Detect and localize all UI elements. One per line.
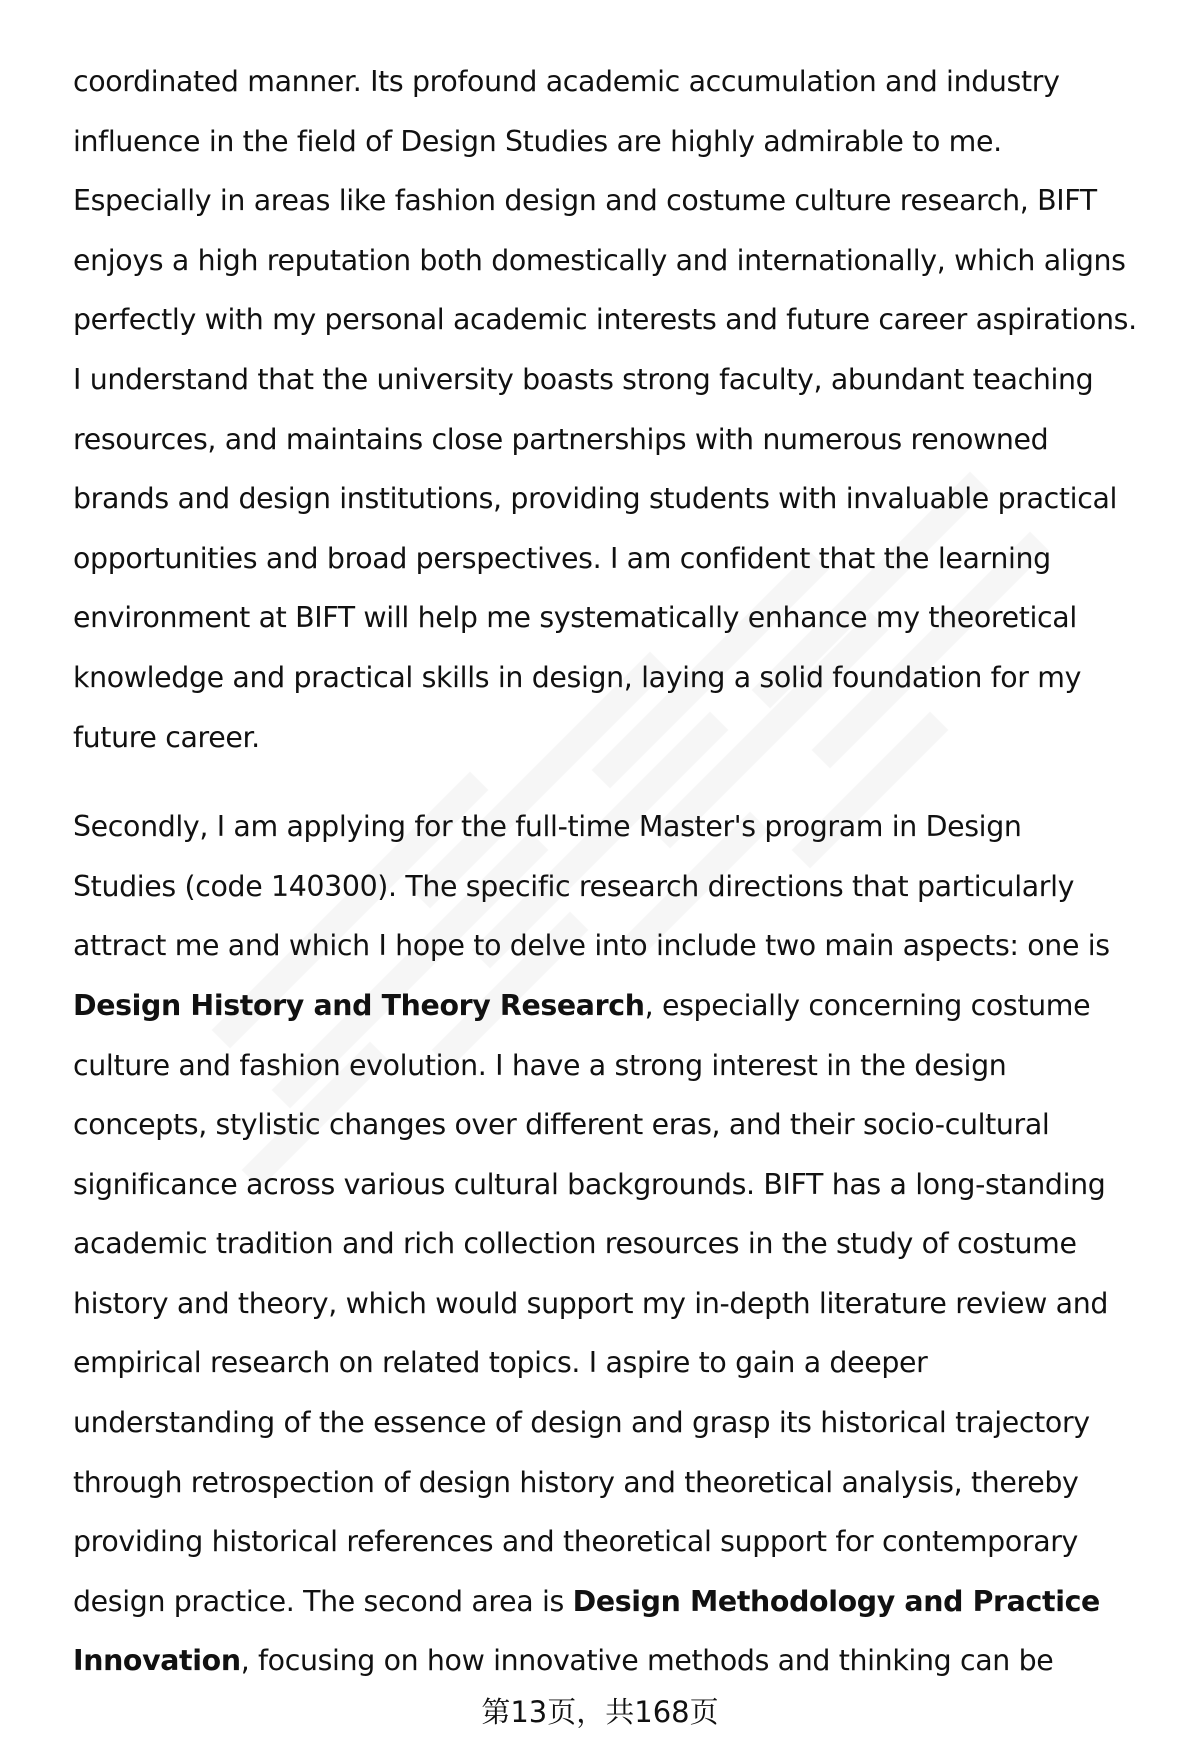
body-text: , focusing on how innovative methods and thinking can be: [240, 1644, 1054, 1678]
body-text: brands and design institutions, providing students with invaluable practical: [73, 482, 1118, 516]
body-text: opportunities and broad perspectives. I am confident that the learning: [73, 541, 1051, 575]
body-text: culture and fashion evolution. I have a strong interest in the design: [73, 1048, 1007, 1082]
text-line: [73, 52, 1153, 112]
body-text: empirical research on related topics. I aspire to gain a deeper: [73, 1346, 928, 1380]
text-line: [73, 290, 1153, 350]
paragraph: [73, 52, 1153, 767]
body-text: knowledge and practical skills in design, laying a solid foundation for my: [73, 660, 1082, 694]
bold-heading-text: Design Methodology and Practice: [572, 1584, 1100, 1618]
text-line: [73, 171, 1153, 231]
text-line: [73, 231, 1153, 291]
text-line: [73, 1333, 1153, 1393]
text-line: [73, 410, 1153, 470]
text-line: [73, 1453, 1153, 1513]
body-text: environment at BIFT will help me systematically enhance my theoretical: [73, 601, 1077, 635]
text-line: [73, 112, 1153, 172]
text-line: [73, 797, 1153, 857]
body-text: providing historical references and theoretical support for contemporary: [73, 1525, 1079, 1559]
text-line: [73, 1631, 1153, 1691]
document-body: [73, 52, 1153, 1691]
text-line: [73, 708, 1153, 768]
paragraph: [73, 797, 1153, 1691]
body-text: academic tradition and rich collection resources in the study of costume: [73, 1227, 1077, 1261]
text-line: [73, 1095, 1153, 1155]
body-text: design practice. The second area is: [73, 1584, 573, 1618]
body-text: history and theory, which would support my in-depth literature review and: [73, 1286, 1109, 1320]
text-line: [73, 469, 1153, 529]
body-text: enjoys a high reputation both domestically and internationally, which aligns: [73, 243, 1126, 277]
body-text: through retrospection of design history and theoretical analysis, thereby: [73, 1465, 1079, 1499]
text-line: [73, 1393, 1153, 1453]
text-line: [73, 588, 1153, 648]
bold-heading-text: Design History and Theory Research: [73, 988, 645, 1022]
text-line: [73, 350, 1153, 410]
text-line: [73, 529, 1153, 589]
body-text: , especially concerning costume: [644, 988, 1091, 1022]
body-text: future career.: [73, 720, 260, 754]
text-line: [73, 1155, 1153, 1215]
body-text: influence in the field of Design Studies are highly admirable to me.: [73, 124, 1002, 158]
body-text: attract me and which I hope to delve into include two main aspects: one is: [73, 929, 1110, 963]
body-text: coordinated manner. Its profound academic accumulation and industry: [73, 65, 1060, 98]
body-text: Especially in areas like fashion design and costume culture research, BIFT: [73, 184, 1097, 218]
body-text: Secondly, I am applying for the full-time Master's program in Design: [73, 810, 1022, 844]
text-line: [73, 916, 1153, 976]
page-number-footer: 第13页，共168页: [481, 1695, 719, 1729]
bold-heading-text: Innovation: [73, 1644, 241, 1678]
text-line: [73, 1512, 1153, 1572]
body-text: perfectly with my personal academic interests and future career aspirations.: [73, 303, 1137, 337]
text-line: [73, 1274, 1153, 1334]
text-line: [73, 1214, 1153, 1274]
text-line: [73, 1572, 1153, 1632]
text-line: [73, 857, 1153, 917]
text-line: [73, 648, 1153, 708]
body-text: significance across various cultural backgrounds. BIFT has a long-standing: [73, 1167, 1106, 1201]
body-text: concepts, stylistic changes over different eras, and their socio-cultural: [73, 1108, 1050, 1142]
body-text: understanding of the essence of design and grasp its historical trajectory: [73, 1406, 1090, 1440]
text-line: [73, 976, 1153, 1036]
text-line: [73, 1036, 1153, 1096]
body-text: resources, and maintains close partnerships with numerous renowned: [73, 422, 1049, 456]
body-text: Studies (code 140300). The specific research directions that particularly: [73, 869, 1075, 903]
body-text: I understand that the university boasts strong faculty, abundant teaching: [73, 362, 1094, 396]
